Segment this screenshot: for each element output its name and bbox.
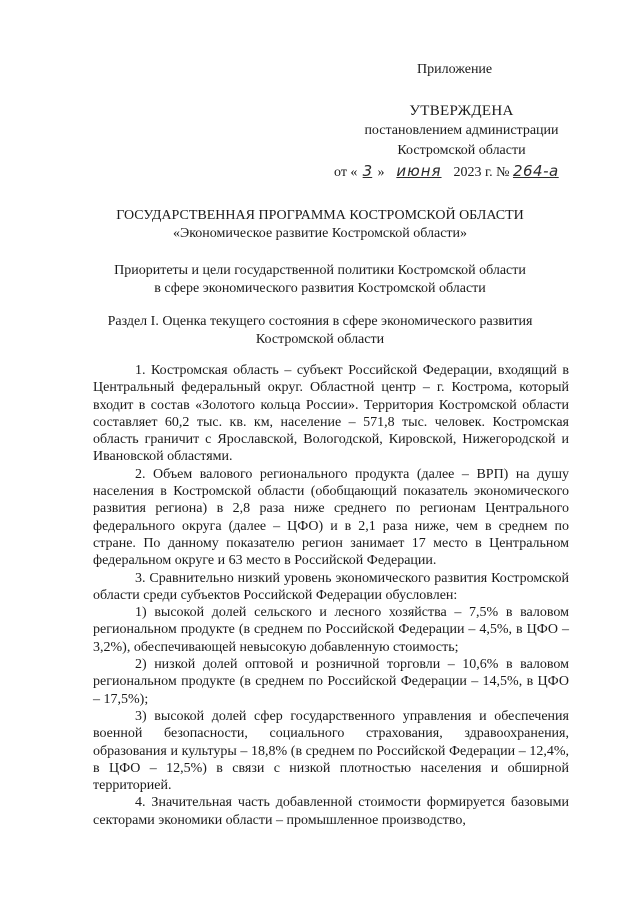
date-year: 2023 г. № bbox=[453, 165, 510, 180]
section-heading-line-2: Костромской области bbox=[255, 332, 385, 347]
program-title-line-1: ГОСУДАРСТВЕННАЯ ПРОГРАММА КОСТРОМСКОЙ ОБЛАСТИ bbox=[116, 208, 524, 223]
priorities-heading-line-2: в сфере экономического развития Костромской области bbox=[154, 281, 486, 296]
appendix-label: Приложение bbox=[417, 62, 493, 77]
approval-stamp-block bbox=[334, 101, 589, 183]
priorities-heading bbox=[40, 262, 600, 298]
paragraph: 1. Костромская область – субъект Российской Федерации, входящий в Центральный федеральный округ. Областной центр – г. Кострома, который входит в состав «Золотого кольца России». Территория Костромской области составляет 60,2 тыс. кв. км, население – 571,8 тыс. человек. Костромская область граничит с Ярославской, Вологодской, Кировской, Нижегородской и Ивановской областями. bbox=[93, 363, 569, 465]
date-prefix: от « bbox=[334, 165, 358, 180]
paragraph: 1) высокой долей сельского и лесного хозяйства – 7,5% в валовом региональном продукте (в среднем по Российской Федерации – 4,5%, в ЦФО – 3,2%), обеспечивающей невысокую добавленную стоимость; bbox=[93, 605, 569, 655]
approved-by-line-1: постановлением администрации bbox=[364, 123, 559, 138]
handwritten-document-number: 264-а bbox=[512, 162, 559, 180]
body-text bbox=[93, 362, 569, 829]
priorities-heading-line-1: Приоритеты и цели государственной политики Костромской области bbox=[114, 263, 526, 278]
handwritten-month: июня bbox=[396, 162, 442, 180]
paragraph: 4. Значительная часть добавленной стоимости формируется базовыми секторами экономики области – промышленное производство, bbox=[93, 795, 569, 828]
program-title bbox=[40, 207, 600, 243]
paragraph: 3) высокой долей сфер государственного управления и обеспечения военной безопасности, социального страхования, здравоохранения, образования и культуры – 18,8% (в среднем по Российской Федерации – 12,4%, в ЦФО – 12,5%) в связи с низкой плотностью населения и обширной территорией. bbox=[93, 708, 569, 794]
section-heading-line-1: Раздел I. Оценка текущего состояния в сфере экономического развития bbox=[107, 314, 533, 329]
program-title-line-2: «Экономическое развитие Костромской области» bbox=[172, 226, 468, 241]
date-separator: » bbox=[377, 165, 385, 180]
approval-date-line bbox=[334, 161, 589, 183]
approved-title: УТВЕРЖДЕНА bbox=[409, 103, 514, 119]
section-heading bbox=[40, 313, 600, 349]
approved-by-line-2: Костромской области bbox=[397, 143, 526, 158]
paragraph: 3. Сравнительно низкий уровень экономического развития Костромской области среди субъектов Российской Федерации обусловлен: bbox=[93, 570, 569, 603]
paragraph: 2. Объем валового регионального продукта (далее – ВРП) на душу населения в Костромской области (обобщающий показатель экономического развития региона) в 2,8 раза ниже среднего по регионам Центрального федерального округа (далее – ЦФО) и в 2,1 раза ниже, чем в среднем по стране. По данному показателю регион занимает 17 место в Центральном федеральном округе и 63 место в Российской Федерации. bbox=[93, 466, 569, 569]
handwritten-day: 3 bbox=[362, 162, 373, 180]
paragraph: 2) низкой долей оптовой и розничной торговли – 10,6% в валовом региональном продукте (в среднем по Российской Федерации – 14,5%, в ЦФО – 17,5%); bbox=[93, 657, 569, 707]
